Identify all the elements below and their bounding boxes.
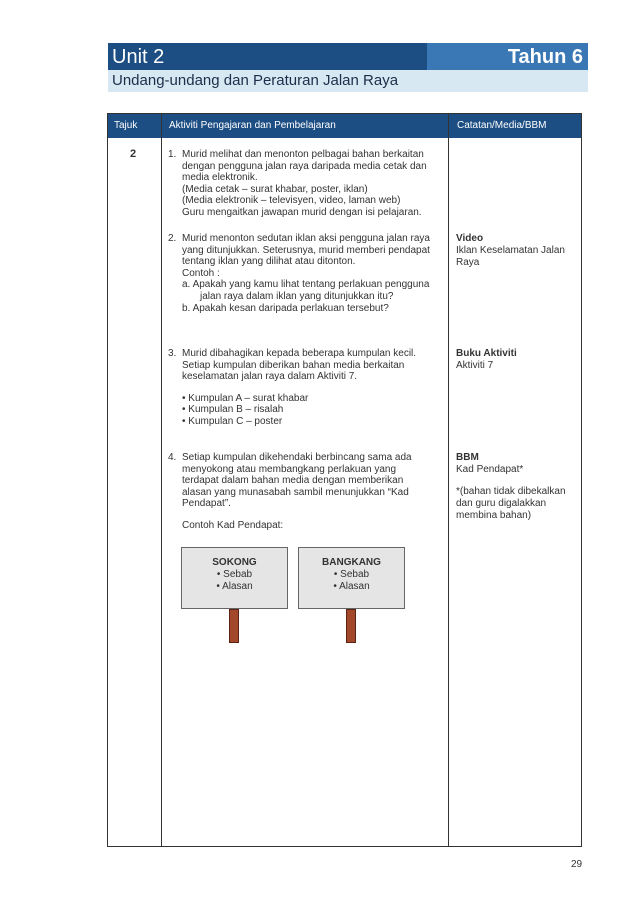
- group-a: • Kumpulan A – surat khabar: [182, 392, 309, 404]
- column-divider: [161, 114, 162, 846]
- text-line: Murid menonton sedutan iklan aksi pengguna jalan raya: [182, 233, 430, 244]
- activity-number: 1.: [168, 149, 177, 160]
- note-line: Iklan Keselamatan Jalan: [456, 245, 565, 256]
- note-buku-aktiviti: [456, 348, 578, 372]
- group-b: • Kumpulan B – risalah: [182, 404, 284, 416]
- note-bbm: [456, 452, 578, 522]
- text-line: media elektronik.: [182, 172, 258, 184]
- year-title: Tahun 6: [507, 46, 583, 68]
- text-line: Pendapat”.: [182, 498, 231, 510]
- text-line: menyokong atau membangkang perlakuan yang: [182, 463, 397, 475]
- text-line: alasan yang munasabah sambil menunjukkan “Kad: [182, 486, 409, 498]
- activity-number: 3.: [168, 348, 177, 359]
- table-header-row: [108, 114, 581, 138]
- header-catatan: Catatan/Media/BBM: [457, 120, 547, 131]
- sign-line: • Sebab: [333, 569, 370, 580]
- sub-question-a: a. Apakah yang kamu lihat tentang perlakuan pengguna jalan raya dalam iklan yang ditunjukkan itu?: [182, 279, 430, 302]
- text-line: Murid dibahagikan kepada beberapa kumpulan kecil.: [182, 348, 417, 359]
- sign-line: • Sebab: [216, 569, 253, 580]
- spacer: [182, 383, 458, 393]
- note-line: dan guru digalakkan: [456, 498, 547, 509]
- header-tajuk: Tajuk: [114, 120, 138, 131]
- text-line: dengan pengguna jalan raya daripada media cetak dan: [182, 160, 427, 172]
- lesson-table: [107, 113, 582, 847]
- page-subtitle: Undang-undang dan Peraturan Jalan Raya: [112, 72, 399, 89]
- text-line: Guru mengaitkan jawapan murid dengan isi pelajaran.: [182, 206, 422, 218]
- note-line: [456, 476, 578, 486]
- sign-bangkang: [298, 547, 405, 609]
- example-label: Contoh Kad Pendapat:: [182, 519, 284, 531]
- text-line: Contoh :: [182, 267, 220, 279]
- group-c: • Kumpulan C – poster: [182, 415, 283, 427]
- activity-item-1: [168, 149, 458, 219]
- spacer: [182, 510, 458, 520]
- activity-number: 4.: [168, 452, 177, 463]
- sub-question-b: b. Apakah kesan daripada perlakuan tersebut?: [182, 302, 389, 314]
- sign-stick: [346, 609, 356, 643]
- text-line: yang ditunjukkan. Seterusnya, murid memberi pendapat: [182, 244, 430, 256]
- sign-title: BANGKANG: [322, 557, 381, 568]
- sign-line: • Alasan: [216, 581, 253, 592]
- activity-item-3: [168, 348, 458, 428]
- note-line: Raya: [456, 257, 480, 268]
- note-title: Video: [456, 233, 484, 244]
- unit-title: Unit 2: [112, 46, 165, 68]
- header-aktiviti: Aktiviti Pengajaran dan Pembelajaran: [169, 120, 336, 131]
- activity-item-2: [168, 233, 458, 314]
- sign-line: • Alasan: [333, 581, 370, 592]
- text-line: Setiap kumpulan diberikan bahan media berkaitan: [182, 359, 405, 371]
- note-video: [456, 233, 578, 269]
- text-line: (Media elektronik – televisyen, video, laman web): [182, 195, 401, 207]
- text-line: Murid melihat dan menonton pelbagai bahan berkaitan: [182, 149, 424, 160]
- text-line: keselamatan jalan raya dalam Aktiviti 7.: [182, 371, 358, 383]
- text-line: Setiap kumpulan dikehendaki berbincang sama ada: [182, 452, 412, 463]
- page-number: 29: [571, 859, 583, 870]
- sign-stick: [229, 609, 239, 643]
- sign-sokong: [181, 547, 288, 609]
- note-title: Buku Aktiviti: [456, 348, 517, 359]
- note-line: *(bahan tidak dibekalkan: [456, 486, 566, 497]
- sign-title: SOKONG: [212, 557, 257, 568]
- note-title: BBM: [456, 452, 479, 463]
- row-number: 2: [130, 148, 137, 160]
- activity-item-4: [168, 452, 458, 532]
- text-line: (Media cetak – surat khabar, poster, iklan): [182, 183, 368, 195]
- note-line: Kad Pendapat*: [456, 464, 524, 475]
- note-line: membina bahan): [456, 510, 532, 521]
- note-line: Aktiviti 7: [456, 360, 494, 371]
- text-line: tentang iklan yang dilihat atau ditonton.: [182, 256, 356, 268]
- text-line: terdapat dalam bahan media dengan memberikan: [182, 475, 404, 487]
- activity-number: 2.: [168, 233, 177, 244]
